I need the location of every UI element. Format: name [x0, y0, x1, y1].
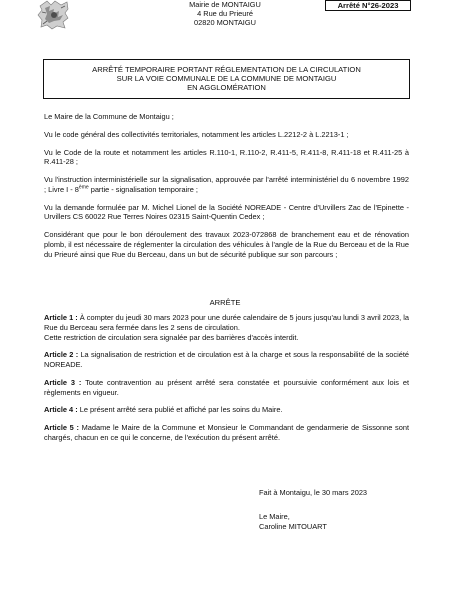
article-label: Article 2 : — [44, 350, 79, 360]
article-text: Toute contravention au présent arrêté sera constatée et poursuivie conformément aux lois et règlements en vigueur. — [44, 377, 409, 397]
article-extra: Cette restriction de circulation sera signalée par des barrières d'accès interdit. — [44, 332, 299, 342]
article-text: La signalisation de restriction et de circulation est à la charge et sous la responsabilité de la société NOREADE. — [44, 350, 409, 370]
article-3 — [44, 378, 409, 398]
article-label: Article 1 : — [44, 313, 78, 322]
arrete-number-badge: Arrêté N°26-2023 — [325, 0, 411, 11]
article-label: Article 4 : — [44, 405, 78, 415]
place-date: Fait à Montaigu, le 30 mars 2023 — [259, 488, 368, 497]
title-line: EN AGGLOMÉRATION — [187, 83, 266, 93]
preamble-vu-code-route: Vu le Code de la route et notamment les articles R.110-1, R.110-2, R.411-5, R.411-8, R.411-18 et R.411-25 à R.411-28 ; — [44, 147, 409, 167]
mairie-postcode: 02820 MONTAIGU — [194, 18, 256, 28]
article-text: Madame le Maire de la Commune et Monsieur le Commandant de gendarmerie de Sissonne sont chargés, chacun en ce qui le concerne, de l'exécution du présent arrêté. — [44, 423, 409, 442]
article-text: À compter du jeudi 30 mars 2023 pour une durée calendaire de 5 jours jusqu'au lundi 3 avril 2023, la Rue du Berceau sera fermée dans les 2 sens de circulation. — [44, 313, 409, 332]
mairie-address — [175, 0, 275, 27]
article-label: Article 5 : — [44, 423, 79, 433]
preamble-considerant: Considérant que pour le bon déroulement des travaux 2023-072868 de branchement eau et de rénovation plomb, il est nécessaire de réglementer la circulation des véhicules à l'angle de la Rue du Berceau et de la Rue du Prieuré ainsi que Rue du Berceau, dans un but de sécurité publique sur son parcours ; — [44, 230, 409, 259]
preamble-vu-instruction — [44, 175, 409, 195]
preamble-vu-demande: Vu la demande formulée par M. Michel Lionel de la Société NOREADE - Centre d'Urvillers Zac de l'Epinette - Urvillers CS 60022 Rue Terres Noires 02315 Saint-Quentin Cedex ; — [44, 202, 409, 222]
preamble-maire: Le Maire de la Commune de Montaigu ; — [44, 112, 174, 121]
title-line: ARRÊTÉ TEMPORAIRE PORTANT RÉGLEMENTATION DE LA CIRCULATION — [92, 65, 361, 74]
article-4 — [44, 405, 409, 415]
title-line: SUR LA VOIE COMMUNALE DE LA COMMUNE DE MONTAIGU — [116, 74, 337, 84]
vu-instruction-text: Vu l'instruction interministérielle sur la signalisation, approuvée par l'arrêté interministériel du 6 novembre 1992 ; Livre I - 8 — [44, 175, 409, 194]
article-text: Le présent arrêté sera publié et affiché par les soins du Maire. — [77, 405, 283, 415]
article-1 — [44, 313, 409, 342]
mairie-name: Mairie de MONTAIGU — [189, 0, 261, 9]
preamble-vu-cgct: Vu le code général des collectivités territoriales, notamment les articles L.2212-2 à L.2213-1 ; — [44, 129, 349, 139]
vu-instruction-sup: ème — [78, 184, 89, 191]
articles — [44, 313, 409, 451]
section-title-arrete: ARRÊTE — [209, 298, 241, 307]
preamble — [44, 112, 409, 259]
signatory-role: Le Maire, — [259, 511, 290, 521]
signatory-name: Caroline MITOUART — [259, 521, 327, 531]
mairie-street: 4 Rue du Prieuré — [197, 9, 253, 19]
article-2 — [44, 350, 409, 370]
municipal-crest-icon — [37, 0, 71, 30]
document-title-box — [43, 59, 410, 99]
article-5 — [44, 423, 409, 443]
vu-instruction-tail: partie - signalisation temporaire ; — [88, 184, 198, 194]
article-label: Article 3 : — [44, 377, 82, 387]
signature-block — [259, 488, 409, 531]
